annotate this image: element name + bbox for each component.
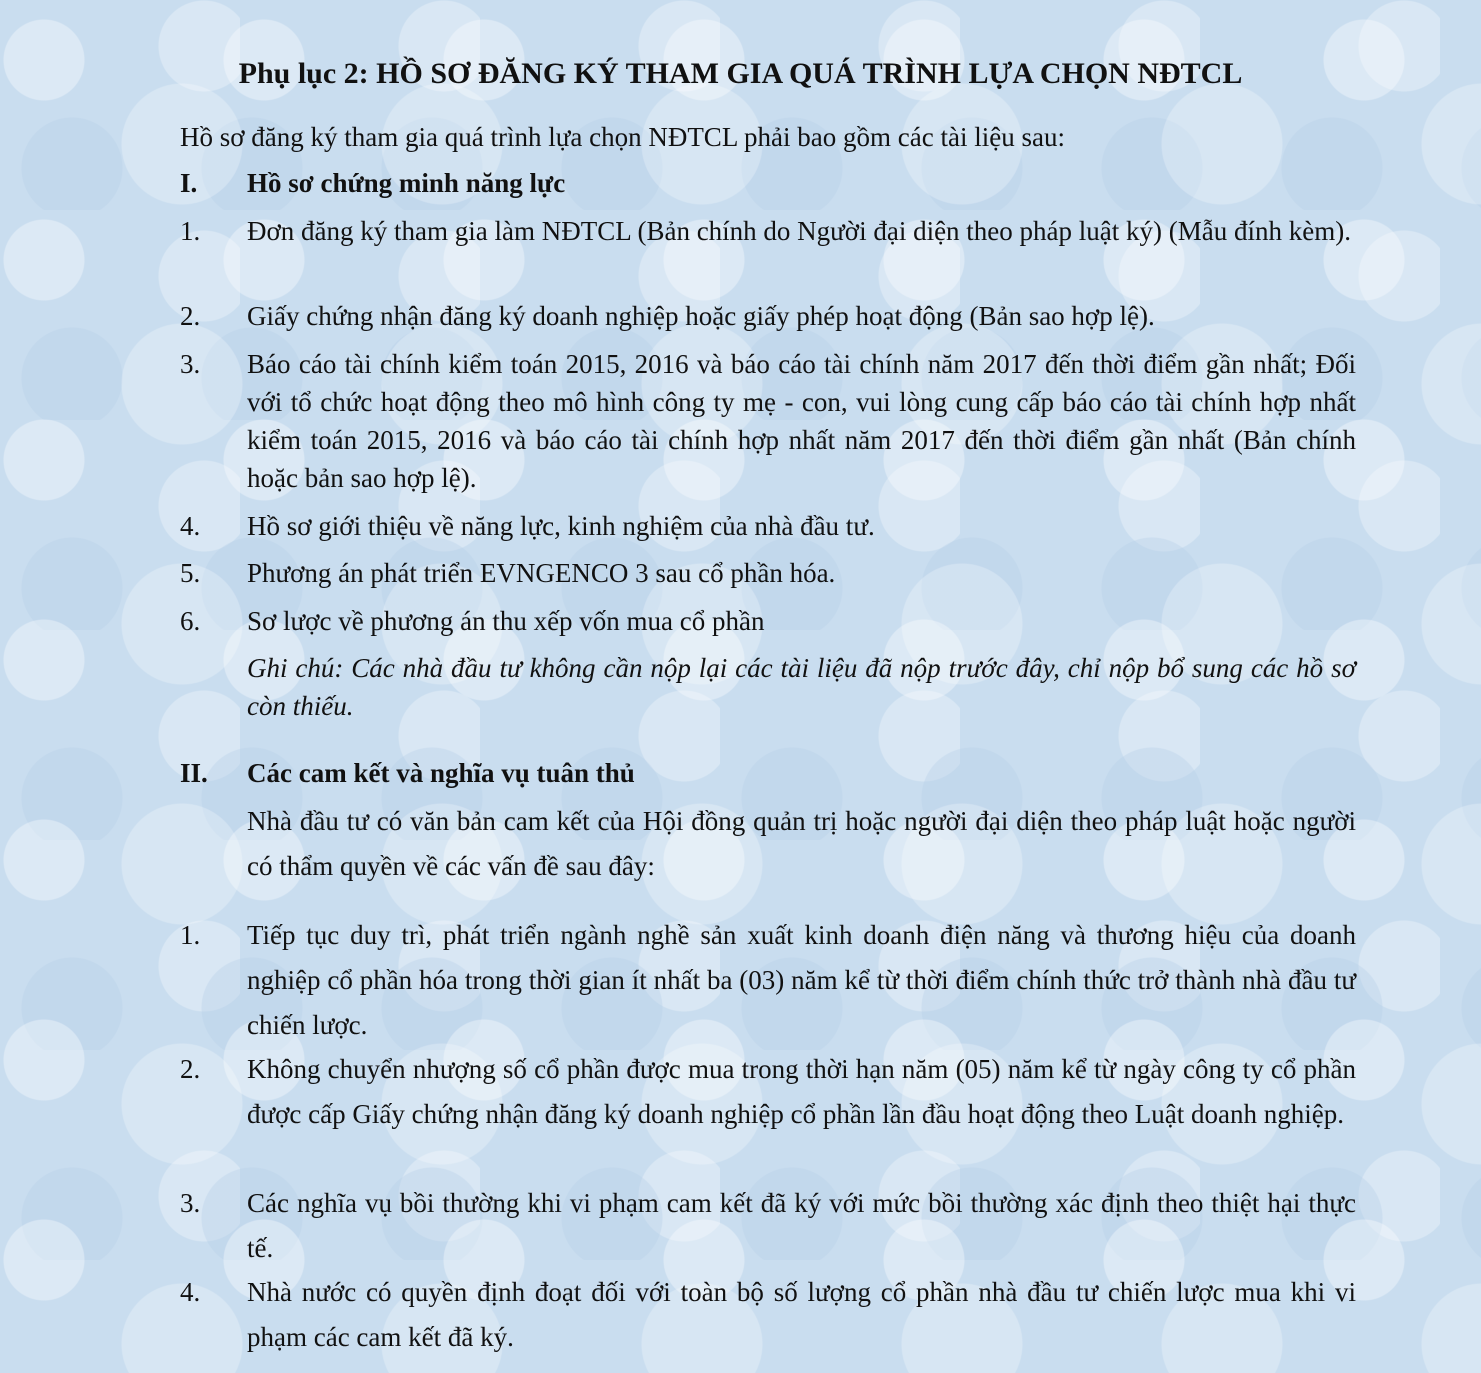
section-1-item — [180, 297, 1356, 335]
section-2-number: II. — [180, 758, 208, 788]
section-1-heading — [180, 164, 1356, 202]
note-text: Ghi chú: Các nhà đầu tư không cần nộp lại các tài liệu đã nộp trước đây, chỉ nộp bổ sung các hồ sơ còn thiếu. — [247, 653, 1356, 721]
item-number: 1. — [180, 920, 201, 950]
item-text: Báo cáo tài chính kiểm toán 2015, 2016 và báo cáo tài chính năm 2017 đến thời điểm gần nhất; Đối với tổ chức hoạt động theo mô hình công ty mẹ - con, vui lòng cung cấp báo cáo tài chính hợp nhất kiểm toán 2015, 2016 và báo cáo tài chính hợp nhất năm 2017 đến thời điểm gần nhất (Bản chính hoặc bản sao hợp lệ). — [247, 349, 1356, 493]
document-title: Phụ lục 2: HỒ SƠ ĐĂNG KÝ THAM GIA QUÁ TRÌNH LỰA CHỌN NĐTCL — [238, 57, 1243, 90]
section-1-item — [180, 212, 1356, 250]
section-1-title: Hồ sơ chứng minh năng lực — [247, 168, 566, 198]
item-number: 5. — [180, 558, 201, 588]
item-text: Hồ sơ giới thiệu về năng lực, kinh nghiệm của nhà đầu tư. — [247, 511, 875, 541]
section-2-title: Các cam kết và nghĩa vụ tuân thủ — [247, 758, 635, 788]
item-text: Các nghĩa vụ bồi thường khi vi phạm cam kết đã ký với mức bồi thường xác định theo thiệt hại thực tế. — [247, 1188, 1356, 1263]
section-2-item — [180, 1270, 1356, 1360]
item-text: Sơ lược về phương án thu xếp vốn mua cổ phần — [247, 606, 765, 636]
section-1-item — [180, 602, 1356, 640]
item-number: 4. — [180, 511, 201, 541]
section-1-note — [180, 649, 1356, 725]
section-2-heading — [180, 754, 1356, 792]
section-2-item — [180, 913, 1356, 1048]
item-text: Không chuyển nhượng số cổ phần được mua trong thời hạn năm (05) năm kể từ ngày công ty cổ phần được cấp Giấy chứng nhận đăng ký doanh nghiệp cổ phần lần đầu hoạt động theo Luật doanh nghiệp. — [247, 1054, 1356, 1129]
item-number: 3. — [180, 349, 201, 379]
item-text: Phương án phát triển EVNGENCO 3 sau cổ phần hóa. — [247, 558, 836, 588]
section-2-item — [180, 1047, 1356, 1137]
item-number: 3. — [180, 1188, 201, 1218]
item-number: 6. — [180, 606, 201, 636]
section-1-item — [180, 507, 1356, 545]
section-1-item — [180, 345, 1356, 497]
item-number: 2. — [180, 301, 201, 331]
item-number: 1. — [180, 216, 201, 246]
item-number: 4. — [180, 1277, 201, 1307]
section-2-item — [180, 1181, 1356, 1271]
item-text: Đơn đăng ký tham gia làm NĐTCL (Bản chính do Người đại diện theo pháp luật ký) (Mẫu đính kèm). — [247, 216, 1351, 246]
section-1-item — [180, 554, 1356, 592]
section-2-intro — [180, 799, 1356, 889]
item-number: 2. — [180, 1054, 201, 1084]
intro-paragraph: Hồ sơ đăng ký tham gia quá trình lựa chọn NĐTCL phải bao gồm các tài liệu sau: — [180, 122, 1065, 152]
item-text: Nhà nước có quyền định đoạt đối với toàn bộ số lượng cổ phần nhà đầu tư chiến lược mua khi vi phạm các cam kết đã ký. — [247, 1277, 1356, 1352]
item-text: Tiếp tục duy trì, phát triển ngành nghề sản xuất kinh doanh điện năng và thương hiệu của doanh nghiệp cổ phần hóa trong thời gian ít nhất ba (03) năm kể từ thời điểm chính thức trở thành nhà đầu tư chiến lược. — [247, 920, 1356, 1040]
section-2-intro-text: Nhà đầu tư có văn bản cam kết của Hội đồng quản trị hoặc người đại diện theo pháp luật hoặc người có thẩm quyền về các vấn đề sau đây: — [247, 806, 1356, 881]
item-text: Giấy chứng nhận đăng ký doanh nghiệp hoặc giấy phép hoạt động (Bản sao hợp lệ). — [247, 301, 1155, 331]
section-1-number: I. — [180, 168, 198, 198]
